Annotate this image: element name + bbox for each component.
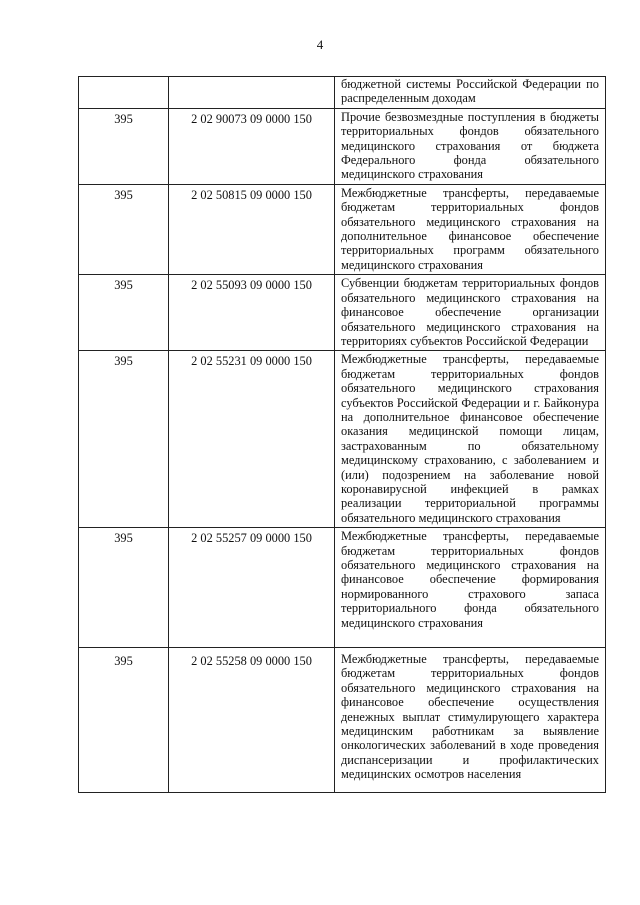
revenue-name-cell: Субвенции бюджетам территориальных фондов обязательного медицинского страхования на финансовое обеспечение организации обязательного медицинского страхования на территориях субъектов Российской Федерации: [335, 275, 606, 351]
budget-code-cell: 2 02 55258 09 0000 150: [169, 648, 335, 793]
revenue-codes-table: [78, 76, 606, 793]
budget-code-cell: 2 02 50815 09 0000 150: [169, 184, 335, 274]
admin-code-cell: 395: [79, 528, 169, 648]
admin-code-cell: 395: [79, 648, 169, 793]
admin-code-cell: 395: [79, 108, 169, 184]
admin-code-cell: 395: [79, 184, 169, 274]
table-row: [79, 648, 606, 793]
table-row: [79, 108, 606, 184]
revenue-name-cell: Межбюджетные трансферты, передаваемые бюджетам территориальных фондов обязательного медицинского страхования на финансовое обеспечение осуществления денежных выплат стимулирующего характера медицинским работникам за выявление онкологических заболеваний в ходе проведения диспансеризации и профилактических медицинских осмотров населения: [335, 648, 606, 793]
table-row: [79, 528, 606, 648]
revenue-name-cell: Межбюджетные трансферты, передаваемые бюджетам территориальных фондов обязательного медицинского страхования на финансовое обеспечение формирования нормированного страхового запаса территориального фонда обязательного медицинского страхования: [335, 528, 606, 648]
revenue-name-cell: Межбюджетные трансферты, передаваемые бюджетам территориальных фондов обязательного медицинского страхования на дополнительное финансовое обеспечение территориальных программ обязательного медицинского страхования: [335, 184, 606, 274]
table-row: [79, 77, 606, 109]
revenue-name-cell: Межбюджетные трансферты, передаваемые бюджетам территориальных фондов обязательного медицинского страхования субъектов Российской Федерации и г. Байконура на дополнительное финансовое обеспечение оказания медицинской помощи лицам, застрахованным по обязательному медицинскому страхованию, с заболеванием и (или) подозрением на заболевание новой коронавирусной инфекцией в рамках реализации территориальной программы обязательного медицинского страхования: [335, 351, 606, 528]
table-row: [79, 275, 606, 351]
revenue-name-cell: Прочие безвозмездные поступления в бюджеты территориальных фондов обязательного медицинского страхования от бюджета Федерального фонда обязательного медицинского страхования: [335, 108, 606, 184]
table-row: [79, 351, 606, 528]
admin-code-cell: 395: [79, 351, 169, 528]
budget-code-cell: 2 02 55093 09 0000 150: [169, 275, 335, 351]
page-number: 4: [316, 37, 324, 52]
table-row: [79, 184, 606, 274]
revenue-name-cell: бюджетной системы Российской Федерации по распределенным доходам: [335, 77, 606, 109]
budget-code-cell: [169, 77, 335, 109]
admin-code-cell: [79, 77, 169, 109]
budget-code-cell: 2 02 55257 09 0000 150: [169, 528, 335, 648]
budget-code-cell: 2 02 90073 09 0000 150: [169, 108, 335, 184]
admin-code-cell: 395: [79, 275, 169, 351]
budget-code-cell: 2 02 55231 09 0000 150: [169, 351, 335, 528]
